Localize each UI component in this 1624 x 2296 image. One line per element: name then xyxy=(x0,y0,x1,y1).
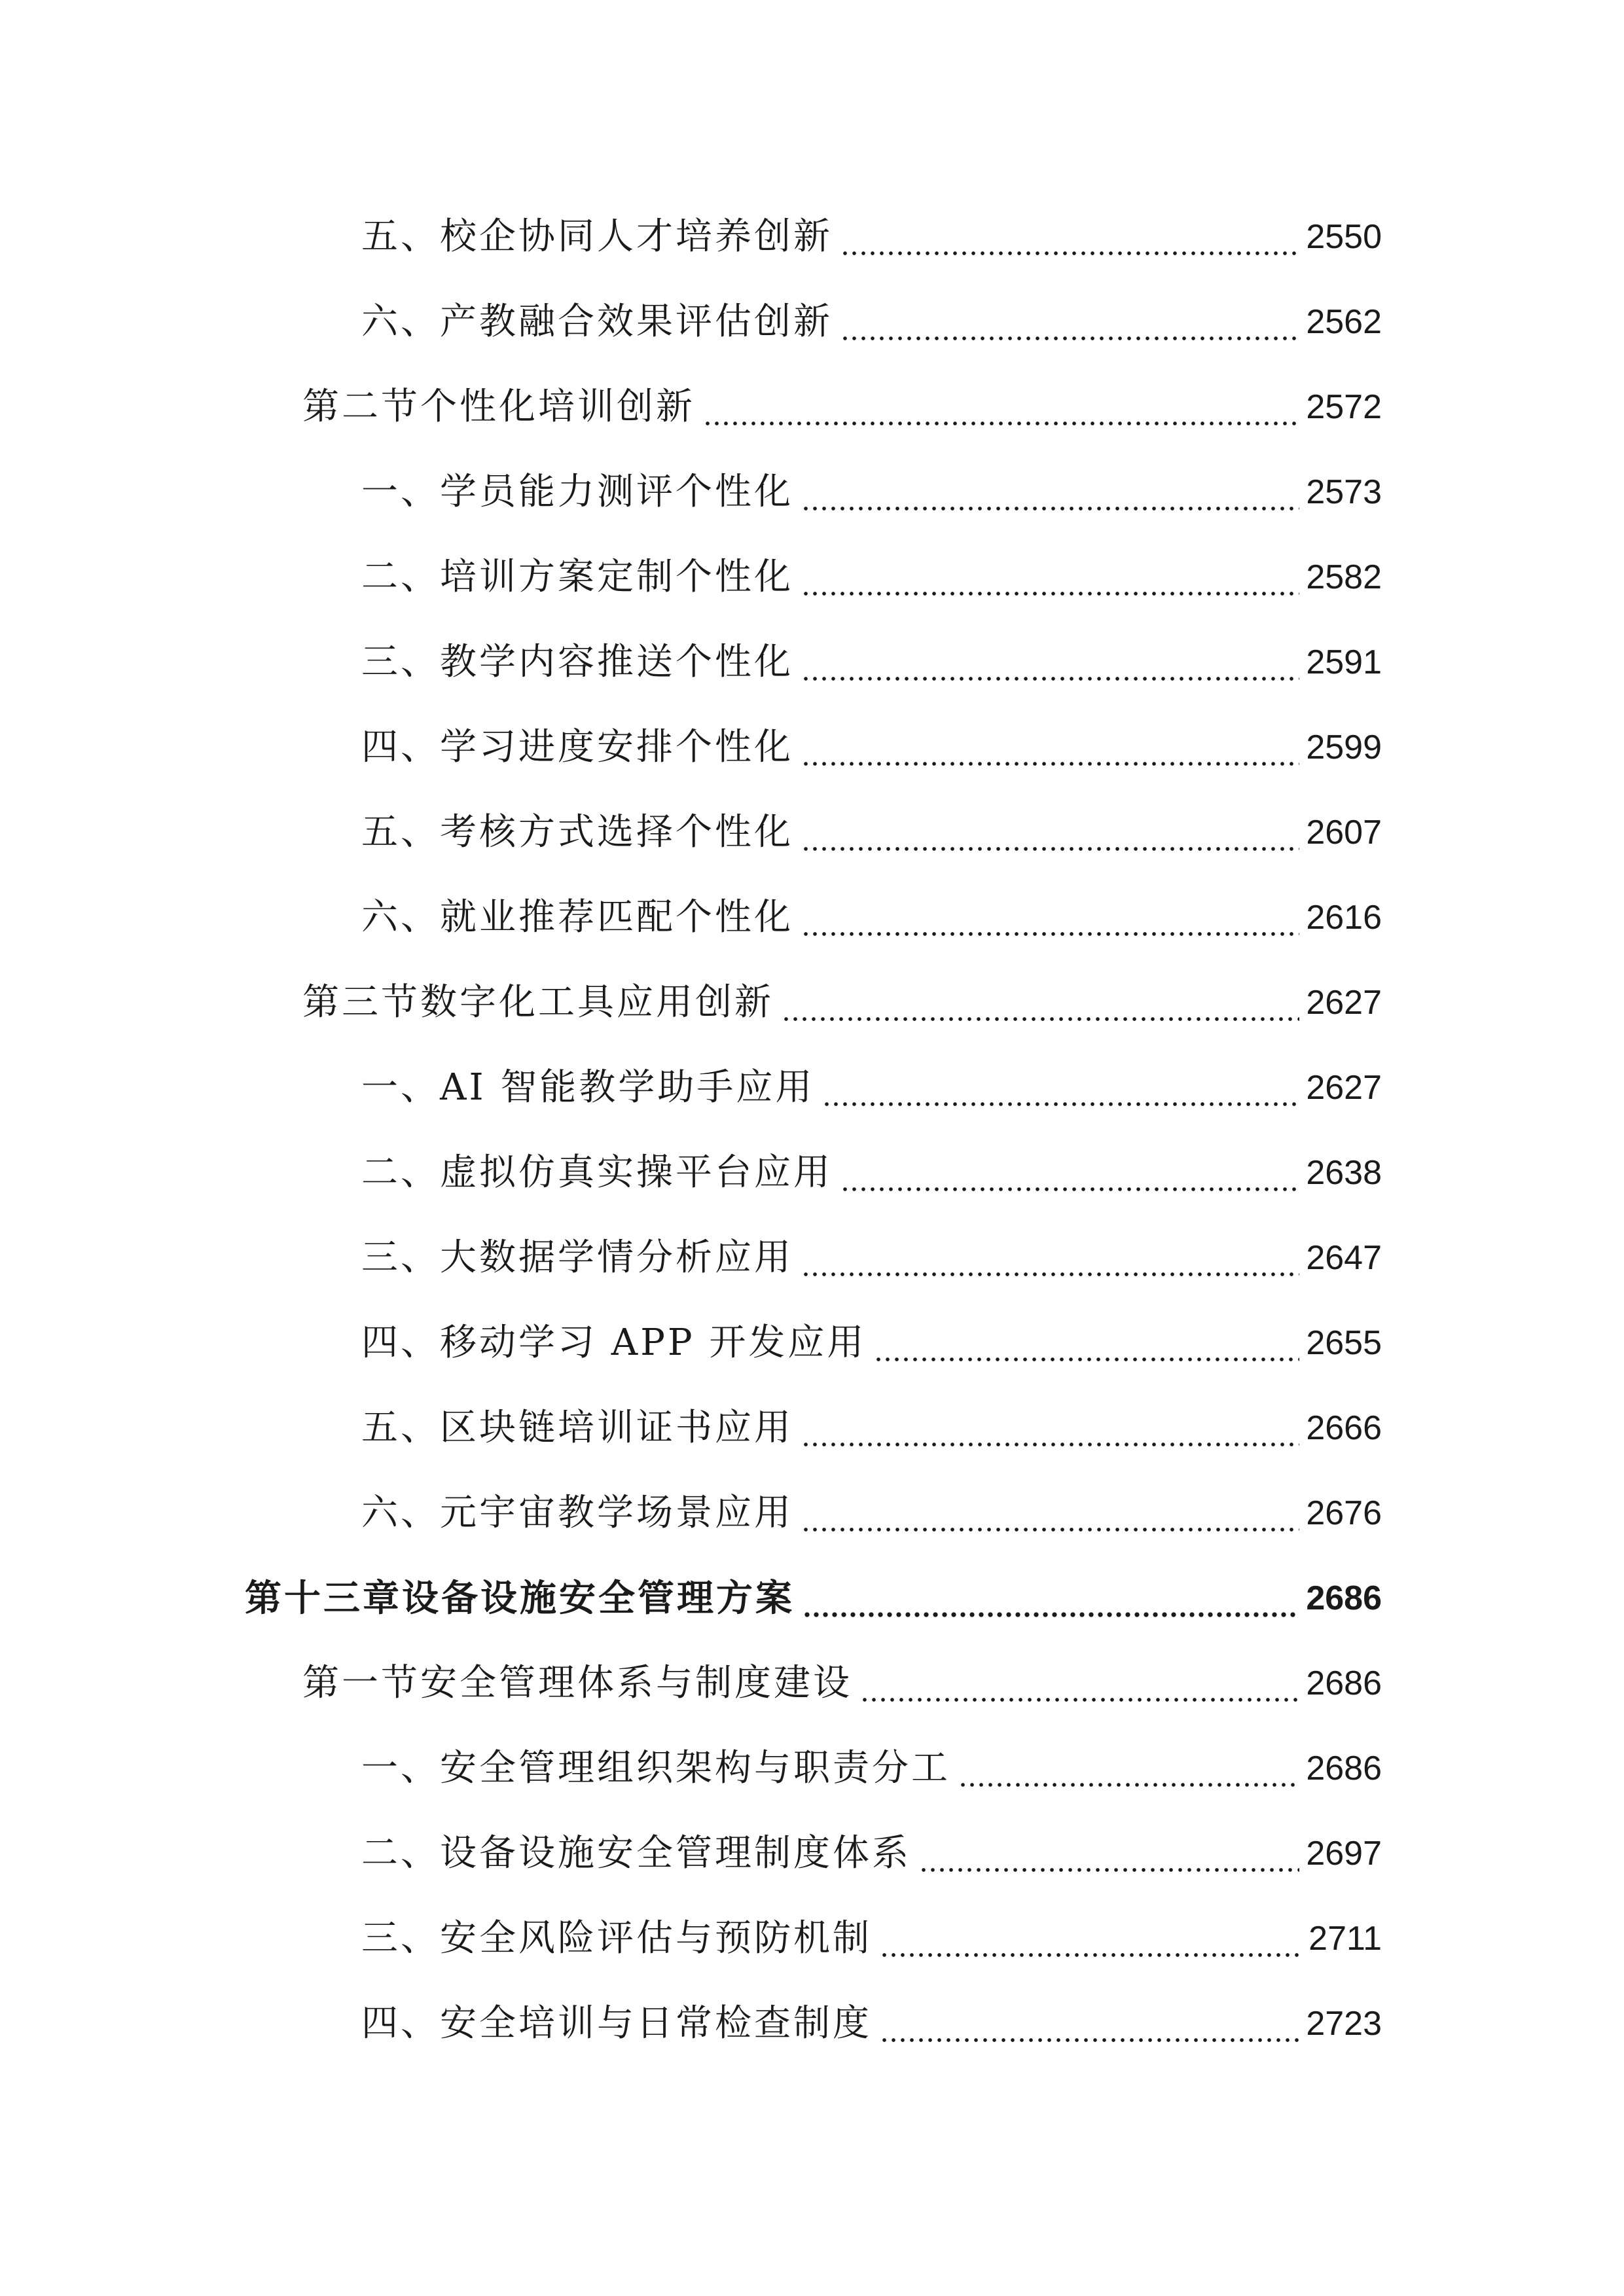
toc-entry-title: 第二节个性化培训创新 xyxy=(302,386,695,428)
toc-entry-page-number: 2572 xyxy=(1306,388,1382,426)
toc-entry-page-number: 2591 xyxy=(1306,643,1382,681)
toc-entry-page-number: 2686 xyxy=(1306,1664,1382,1702)
toc-entry-page-number: 2647 xyxy=(1306,1239,1382,1277)
toc-entry-page-number: 2666 xyxy=(1306,1409,1382,1447)
dot-leader xyxy=(801,551,1299,603)
toc-entry-title: 二、虚拟仿真实操平台应用 xyxy=(361,1151,833,1194)
dot-leader xyxy=(801,806,1299,859)
toc-entry[interactable] xyxy=(361,891,1382,944)
toc-entry-title: 四、学习进度安排个性化 xyxy=(361,726,793,768)
toc-entry-title: 五、校企协同人才培养创新 xyxy=(361,215,833,258)
toc-entry[interactable] xyxy=(361,636,1382,689)
dot-leader xyxy=(801,1487,1299,1539)
toc-entry-page-number: 2607 xyxy=(1306,814,1382,852)
dot-leader xyxy=(840,1147,1299,1199)
toc-entry-page-number: 2599 xyxy=(1306,728,1382,766)
toc-entry[interactable] xyxy=(361,721,1382,774)
toc-entry[interactable] xyxy=(361,1487,1382,1539)
dot-leader xyxy=(801,1402,1299,1454)
toc-entry-title: 四、安全培训与日常检查制度 xyxy=(361,2002,872,2045)
dot-leader xyxy=(801,891,1299,944)
toc-entry-page-number: 2686 xyxy=(1306,1749,1382,1787)
toc-entry-title: 三、安全风险评估与预防机制 xyxy=(361,1917,872,1960)
dot-leader xyxy=(874,1317,1299,1369)
toc-entry-title: 一、AI 智能教学助手应用 xyxy=(361,1066,815,1109)
dot-leader xyxy=(958,1742,1299,1795)
toc-entry-title: 一、安全管理组织架构与职责分工 xyxy=(361,1747,950,1789)
toc-entry-title: 六、产教融合效果评估创新 xyxy=(361,300,833,343)
toc-entry-page-number: 2655 xyxy=(1306,1324,1382,1362)
dot-leader xyxy=(801,636,1299,689)
dot-leader xyxy=(803,1572,1299,1624)
toc-entry[interactable] xyxy=(361,466,1382,518)
toc-entry-page-number: 2723 xyxy=(1306,2005,1382,2043)
dot-leader xyxy=(703,381,1299,433)
toc-entry-title: 一、学员能力测评个性化 xyxy=(361,471,793,513)
dot-leader xyxy=(801,1232,1299,1284)
toc-entry-title: 第十三章设备设施安全管理方案 xyxy=(245,1577,795,1620)
toc-entry-title: 二、设备设施安全管理制度体系 xyxy=(361,1832,911,1874)
toc-entry-page-number: 2697 xyxy=(1306,1835,1382,1873)
toc-entry[interactable] xyxy=(361,551,1382,603)
toc-entry[interactable] xyxy=(361,1742,1382,1795)
dot-leader xyxy=(840,296,1299,348)
toc-entry[interactable] xyxy=(361,1062,1382,1114)
toc-entry[interactable] xyxy=(361,806,1382,859)
toc-entry-title: 第三节数字化工具应用创新 xyxy=(302,981,774,1024)
toc-entry[interactable] xyxy=(302,977,1382,1029)
toc-entry[interactable] xyxy=(361,211,1382,263)
dot-leader xyxy=(840,211,1299,263)
toc-entry[interactable] xyxy=(302,1657,1382,1710)
toc-entry-page-number: 2573 xyxy=(1306,473,1382,511)
toc-entry[interactable] xyxy=(361,1317,1382,1369)
toc-entry-page-number: 2711 xyxy=(1308,1920,1382,1958)
dot-leader xyxy=(919,1827,1299,1880)
dot-leader xyxy=(801,721,1299,774)
toc-entry[interactable] xyxy=(361,1402,1382,1454)
dot-leader xyxy=(880,1912,1302,1965)
toc-entry-title: 六、就业推荐匹配个性化 xyxy=(361,896,793,939)
toc-entry-title: 五、区块链培训证书应用 xyxy=(361,1407,793,1449)
toc-entry[interactable] xyxy=(361,1232,1382,1284)
toc-entry-title: 四、移动学习 APP 开发应用 xyxy=(361,1321,867,1364)
dot-leader xyxy=(822,1062,1299,1114)
toc-entry[interactable] xyxy=(361,1912,1382,1965)
dot-leader xyxy=(801,466,1299,518)
toc-entry-page-number: 2582 xyxy=(1306,558,1382,596)
toc-entry-page-number: 2638 xyxy=(1306,1154,1382,1192)
toc-entry[interactable] xyxy=(361,1147,1382,1199)
toc-entry-title: 三、大数据学情分析应用 xyxy=(361,1236,793,1279)
toc-entry-title: 第一节安全管理体系与制度建设 xyxy=(302,1662,852,1704)
toc-entry-page-number: 2550 xyxy=(1306,218,1382,256)
toc-entry-title: 二、培训方案定制个性化 xyxy=(361,556,793,598)
toc-entry[interactable] xyxy=(302,381,1382,433)
toc-entry-page-number: 2627 xyxy=(1306,984,1382,1022)
toc-entry[interactable] xyxy=(361,1827,1382,1880)
toc-entry-page-number: 2627 xyxy=(1306,1069,1382,1107)
toc-entry-page-number: 2562 xyxy=(1306,303,1382,341)
dot-leader xyxy=(782,977,1299,1029)
toc-entry-title: 三、教学内容推送个性化 xyxy=(361,641,793,683)
dot-leader xyxy=(880,1998,1299,2050)
toc-entry-page-number: 2676 xyxy=(1306,1494,1382,1532)
toc-chapter-entry[interactable] xyxy=(245,1572,1382,1624)
toc-entry-page-number: 2616 xyxy=(1306,899,1382,937)
toc-entry[interactable] xyxy=(361,296,1382,348)
toc-entry-title: 五、考核方式选择个性化 xyxy=(361,811,793,853)
toc-entry[interactable] xyxy=(361,1998,1382,2050)
dot-leader xyxy=(860,1657,1299,1710)
toc-entry-page-number: 2686 xyxy=(1306,1579,1382,1617)
toc-entry-title: 六、元宇宙教学场景应用 xyxy=(361,1492,793,1534)
